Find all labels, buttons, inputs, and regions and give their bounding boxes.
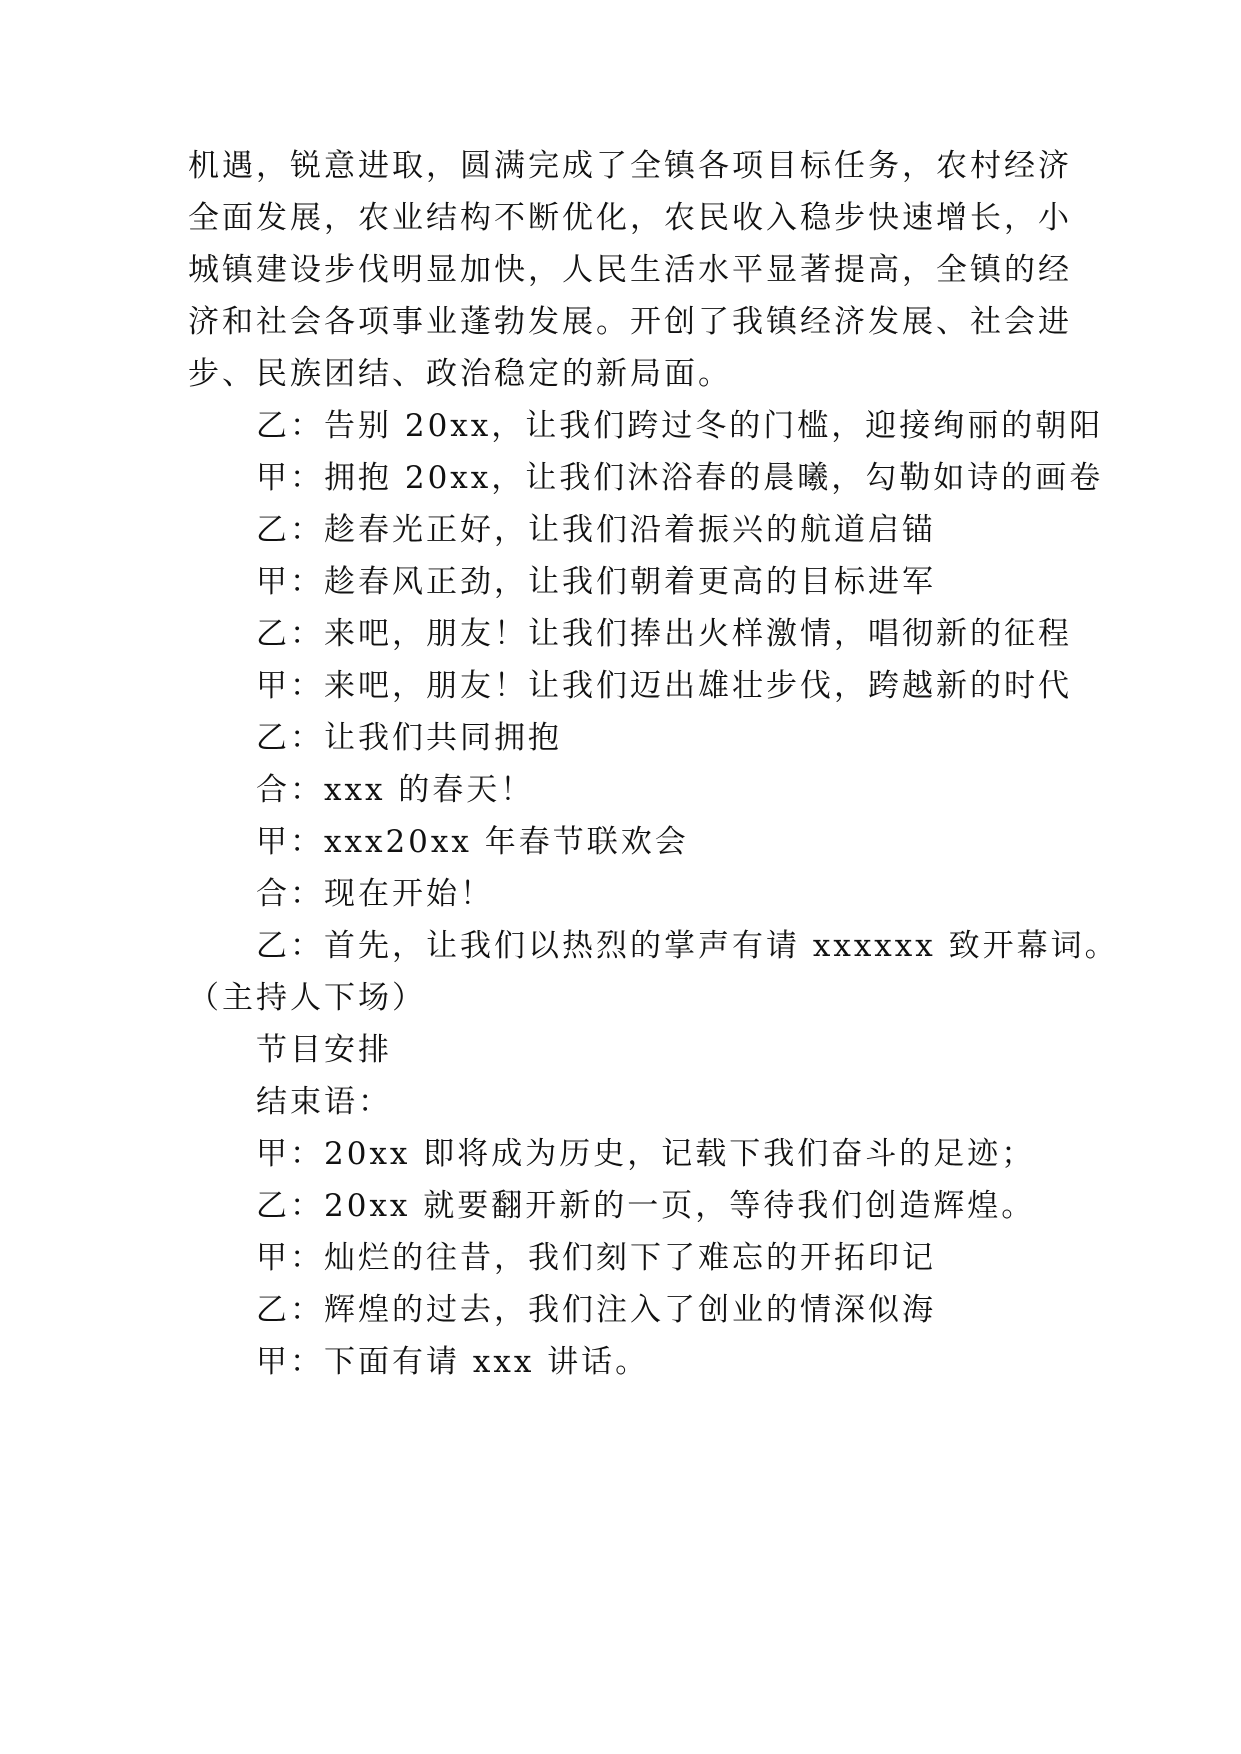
paragraph-line: 全面发展，农业结构不断优化，农民收入稳步快速增长，小	[188, 200, 1072, 236]
script-line: 乙：告别 20xx，让我们跨过冬的门槛，迎接绚丽的朝阳	[256, 408, 1104, 444]
stage-direction: （主持人下场）	[188, 980, 426, 1016]
script-line: 甲：20xx 即将成为历史，记载下我们奋斗的足迹；	[256, 1136, 1036, 1172]
section-heading: 结束语：	[256, 1084, 392, 1120]
script-line: 甲：趁春风正劲，让我们朝着更高的目标进军	[256, 564, 936, 600]
script-line: 合：现在开始！	[256, 876, 494, 912]
script-line: 甲：xxx20xx 年春节联欢会	[256, 824, 689, 860]
script-line: 甲：来吧，朋友！让我们迈出雄壮步伐，跨越新的时代	[256, 668, 1072, 704]
paragraph-line: 济和社会各项事业蓬勃发展。开创了我镇经济发展、社会进	[188, 304, 1072, 340]
paragraph-line: 步、民族团结、政治稳定的新局面。	[188, 356, 732, 392]
section-heading: 节目安排	[256, 1032, 392, 1068]
script-line: 乙：首先，让我们以热烈的掌声有请 xxxxxx 致开幕词。	[256, 928, 1119, 964]
script-line: 甲：拥抱 20xx，让我们沐浴春的晨曦，勾勒如诗的画卷	[256, 460, 1104, 496]
script-line: 乙：辉煌的过去，我们注入了创业的情深似海	[256, 1292, 936, 1328]
paragraph-line: 机遇，锐意进取，圆满完成了全镇各项目标任务，农村经济	[188, 148, 1072, 184]
paragraph-line: 城镇建设步伐明显加快，人民生活水平显著提高，全镇的经	[188, 252, 1072, 288]
script-line: 乙：趁春光正好，让我们沿着振兴的航道启锚	[256, 512, 936, 548]
script-line: 乙：20xx 就要翻开新的一页，等待我们创造辉煌。	[256, 1188, 1036, 1224]
script-line: 合：xxx 的春天！	[256, 772, 535, 808]
script-line: 乙：让我们共同拥抱	[256, 720, 562, 756]
script-line: 甲：下面有请 xxx 讲话。	[256, 1344, 650, 1380]
script-line: 乙：来吧，朋友！让我们捧出火样激情，唱彻新的征程	[256, 616, 1072, 652]
script-line: 甲：灿烂的往昔，我们刻下了难忘的开拓印记	[256, 1240, 936, 1276]
